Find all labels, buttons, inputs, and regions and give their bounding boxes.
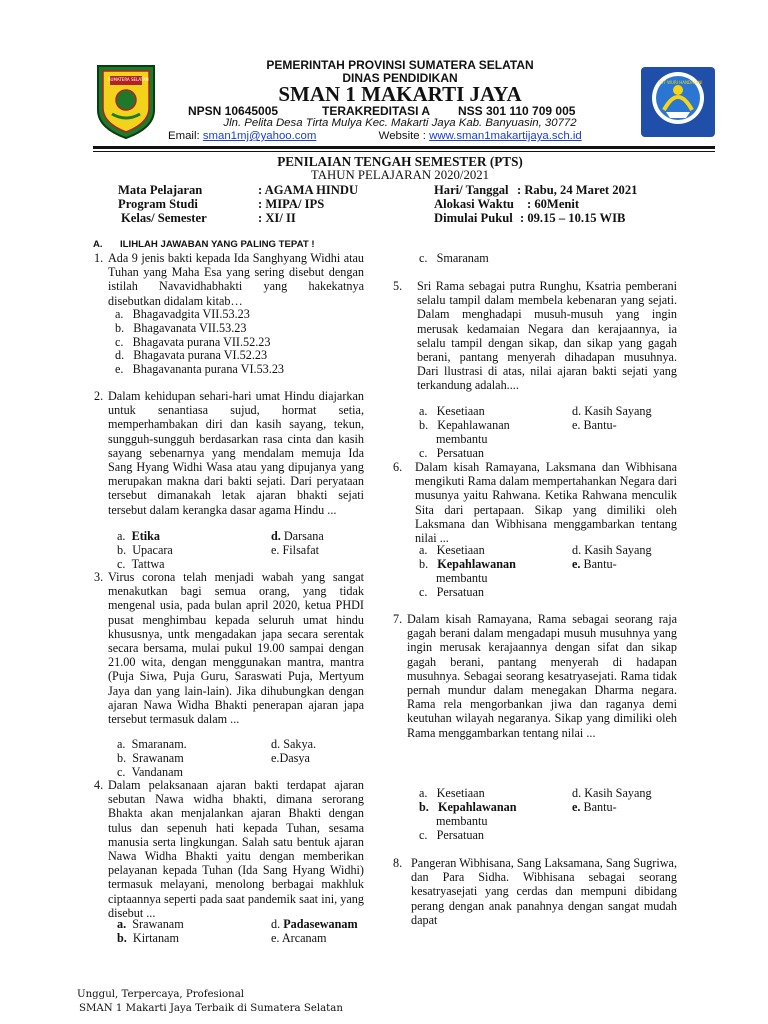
q5-option-c[interactable]: c. Persatuan — [419, 446, 484, 460]
question-3-text: Virus corona telah menjadi wabah yang sangat menakutkan bagi semua orang, yang tidak mengenal usia, pada bulan april 2020, ketua PHDI pusat menghimbau kepada seluruh umat hindu khususnya, untk mengadakan japa secara serentak secara bersama, mulai pukul 19.00 sampai dengan 21.00 wita, dengan menggunakan mantra, mantra (Puja Siwa, Puja Guru, Saraswati Puja, Mertyum Jaya dan yang lain-lain). Jika dihubungkan dengan ajaran Nawa Widha Bhakti penerapan ajaran japa tersebut termasuk dalam ... — [108, 570, 364, 727]
tut-wuri-handayani-logo — [640, 66, 716, 138]
q1-option-a[interactable]: a. Bhagavadgita VII.53.23 — [115, 307, 250, 321]
question-7 — [393, 612, 677, 740]
q5-option-d[interactable]: d. Kasih Sayang — [572, 404, 652, 418]
q2-option-a[interactable]: a. Etika — [117, 529, 161, 543]
email-link[interactable]: sman1mj@yahoo.com — [202, 130, 317, 142]
question-6-text: Dalam kisah Ramayana, Laksmana dan Wibhisana mengikuti Rama dalam mempertahankan Negara dari musunya yaitu Rahwana. Ketika Rahwana menculik Sita dari pertapaan. Sikap yang dimiliki oleh Laksmana dan Wibhisana menggambarkan tentang nilai ... — [415, 460, 677, 546]
question-2-text: Dalam kehidupan sehari-hari umat Hindu diajarkan untuk senantiasa sujud, hormat setia, memperhambakan diri dan kasih sayang, tekun, sungguh-sungguh berdasarkan rasa cinta dan kasih sayang sebenarnya yang mendalam memuja Ida Sang Hyang Widhi Wasa atau yang dipujanya yang merupakan makna dari bakti sejati. Dari peryataan tersebut dimanakah letak ajaran bhakti sejati tersebut dalam kerangka dasar agama Hindu ... — [108, 389, 364, 517]
provincial-logo — [94, 62, 158, 140]
question-6-number: 6. — [393, 460, 403, 474]
website-link[interactable]: www.sman1makartijaya.sch.id — [429, 130, 582, 142]
provincial-logo-text: SUMATERA SELATAN — [108, 77, 149, 82]
q1-option-b[interactable]: b. Bhagavanata VII.53.23 — [115, 321, 247, 335]
hari-label: Hari/ Tanggal — [434, 183, 509, 197]
kelas-value: : XI/ II — [258, 211, 296, 225]
q3-option-b[interactable]: b. Srawanam — [117, 751, 184, 765]
q6-option-e[interactable]: e. Bantu- — [572, 557, 617, 571]
q4-option-e[interactable]: e. Arcanam — [271, 931, 327, 945]
q6-option-d[interactable]: d. Kasih Sayang — [572, 543, 652, 557]
website-label: Website : — [378, 130, 426, 142]
header-line-1: PEMERINTAH PROVINSI SUMATERA SELATAN — [266, 58, 534, 72]
question-8-text: Pangeran Wibhisana, Sang Laksamana, Sang Sugriwa, dan Para Sidha. Wibhisana sebagai seorang kesatryasejati yang cerdas dan mempuni dibidang perang dengan anak panahnya dengan sangat mudah dapat — [411, 856, 677, 927]
q3-option-c[interactable]: c. Vandanam — [117, 765, 184, 779]
q4-option-d[interactable]: d. Padasewanam — [271, 917, 358, 931]
question-1 — [94, 251, 364, 308]
alokasi-value: : 60Menit — [527, 197, 580, 211]
tut-wuri-logo-text: TUT WURI HANDAYANI — [658, 80, 703, 85]
q3-option-d[interactable]: d. Sakya. — [271, 737, 317, 751]
exam-title: PENILAIAN TENGAH SEMESTER (PTS) — [277, 154, 523, 169]
header-rule-thick — [93, 146, 715, 149]
header-rule-thin — [93, 151, 715, 152]
question-7-number: 7. — [393, 612, 403, 626]
q3-option-e[interactable]: e.Dasya — [271, 751, 310, 765]
section-title: ILIHLAH JAWABAN YANG PALING TEPAT ! — [120, 239, 315, 250]
q7-option-e[interactable]: e. Bantu- — [572, 800, 617, 814]
exam-year: TAHUN PELAJARAN 2020/2021 — [310, 168, 490, 182]
question-8 — [393, 856, 677, 927]
kelas-label: Kelas/ Semester — [121, 211, 207, 225]
prodi-value: : MIPA/ IPS — [258, 197, 325, 211]
q2-option-e[interactable]: e. Filsafat — [271, 543, 320, 557]
question-7-text: Dalam kisah Ramayana, Rama sebagai seorang raja gagah berani dalam mengadapi musuh musuhnya yang ingin merusak kerajaannya dengan sifat dan sikap gagah berani, pantang menyerah di hadapan musuhnya. Sebagai seorang kesatryasejati. Rama tidak pernah mundur dalam menegakan Dharma negara. Rama rela mengorbankan jiwa dan raganya demi keutuhan wilayah negaranya. Sikap yang dimiliki oleh Rama menggambarkan tentang nilai ... — [407, 612, 677, 740]
q5-option-b[interactable]: b. Kepahlawanan — [419, 418, 510, 432]
alokasi-label: Alokasi Waktu — [434, 197, 514, 211]
q5-option-b-cont: membantu — [436, 432, 488, 446]
footer-motto: Unggul, Terpercaya, Profesional — [77, 989, 245, 1000]
school-address: Jln. Pelita Desa Tirta Mulya Kec. Makarti Jaya Kab. Banyuasin, 30772 — [223, 117, 577, 129]
dimulai-label: Dimulai Pukul — [434, 211, 513, 225]
q6-option-a[interactable]: a. Kesetiaan — [419, 543, 485, 557]
q6-option-b-cont: membantu — [436, 571, 488, 585]
question-5-text: Sri Rama sebagai putra Runghu, Ksatria pemberani selalu tampil dalam membela kebenaran yang sejati. Dalam menghadapi musuh-musuh yang ingin merusak kedamaian Negara dan kerajaannya, ia selalu tampil dengan sikap, dan sikap yang gagah berani, pantang menyerah dihadapan musuhnya. Dari llustrasi di atas, nilai ajaran bakti sejati yang terkandung adalah.... — [417, 279, 677, 393]
q4-option-c[interactable]: c. Smaranam — [419, 251, 489, 265]
question-8-number: 8. — [393, 856, 403, 870]
q2-option-d[interactable]: d. Darsana — [271, 529, 324, 543]
school-name: SMAN 1 MAKARTI JAYA — [278, 82, 522, 106]
question-4-text: Dalam pelaksanaan ajaran bakti terdapat ajaran sebutan Nawa widha bhakti, dimana serorang Bhakta akan menjalankan ajaran Bhakti dengan tulus dan sepenuh hati kepada Tuhan, sesama manusia serta lingkungan. Salah satu bentuk ajaran Nawa Widha Bhakti yaitu dengan memberikan pelayanan kepada Tuhan (Ida Sang Hyang Widhi) termasuk melayani, menolong berbagai makhluk ciptaannya seperti pada saat pandemik saat ini, yang disebut ... — [108, 778, 364, 920]
question-1-number: 1. — [94, 251, 104, 265]
mapel-label: Mata Pelajaran — [118, 183, 203, 197]
q7-option-b-cont: membantu — [436, 814, 488, 828]
q1-option-d[interactable]: d. Bhagavata purana VI.52.23 — [115, 348, 268, 362]
question-3-number: 3. — [94, 570, 104, 584]
question-2-number: 2. — [94, 389, 104, 403]
contact-line — [168, 130, 582, 142]
question-1-text: Ada 9 jenis bakti kepada Ida Sanghyang Widhi atau Tuhan yang Maha Esa yang sering disebut dengan istilah Navavidhabhakti yang hakekatnya disebutkan didalam kitab… — [108, 251, 364, 308]
mapel-value: : AGAMA HINDU — [258, 183, 359, 197]
q4-option-b[interactable]: b. Kirtanam — [117, 931, 179, 945]
q7-option-c[interactable]: c. Persatuan — [419, 828, 484, 842]
question-6 — [393, 460, 677, 545]
prodi-label: Program Studi — [118, 197, 198, 211]
question-2 — [94, 389, 364, 517]
q5-option-e[interactable]: e. Bantu- — [572, 418, 617, 432]
akreditasi: TERAKREDITASI A — [322, 104, 430, 118]
q7-option-b[interactable]: b. Kepahlawanan — [419, 800, 517, 814]
q4-option-a[interactable]: a. Srawanam — [117, 917, 184, 931]
nss: NSS 301 110 709 005 — [458, 104, 576, 118]
email-label: Email: — [168, 130, 200, 142]
question-5 — [393, 279, 677, 393]
header-line-2: DINAS PENDIDIKAN — [342, 71, 458, 85]
question-4 — [94, 778, 364, 920]
q2-option-c[interactable]: c. Tattwa — [117, 557, 165, 571]
q1-option-e[interactable]: e. Bhagavananta purana VI.53.23 — [115, 362, 285, 376]
footer-tagline: SMAN 1 Makarti Jaya Terbaik di Sumatera Selatan — [79, 1003, 343, 1014]
q5-option-a[interactable]: a. Kesetiaan — [419, 404, 485, 418]
question-3 — [94, 570, 364, 726]
hari-value: : Rabu, 24 Maret 2021 — [517, 183, 638, 197]
q6-option-b[interactable]: b. Kepahlawanan — [419, 557, 516, 571]
question-5-number: 5. — [393, 279, 403, 293]
q6-option-c[interactable]: c. Persatuan — [419, 585, 484, 599]
question-4-number: 4. — [94, 778, 104, 792]
q1-option-c[interactable]: c. Bhagavata purana VII.52.23 — [115, 335, 271, 349]
npsn: NPSN 10645005 — [188, 104, 279, 118]
q3-option-a[interactable]: a. Smaranam. — [117, 737, 187, 751]
section-marker: A. — [93, 239, 103, 250]
q2-option-b[interactable]: b. Upacara — [117, 543, 173, 557]
q7-option-d[interactable]: d. Kasih Sayang — [572, 786, 652, 800]
dimulai-value: : 09.15 – 10.15 WIB — [520, 211, 626, 225]
q7-option-a[interactable]: a. Kesetiaan — [419, 786, 485, 800]
